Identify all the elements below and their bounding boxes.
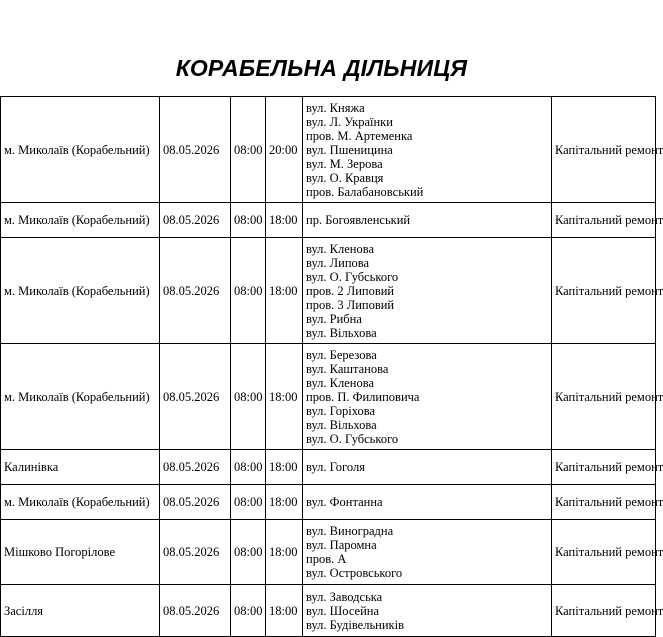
date-cell: 08.05.2026 <box>160 97 231 203</box>
street-name: вул. Л. Українки <box>306 114 393 129</box>
end-time-cell: 18:00 <box>266 238 303 344</box>
work-type-cell: Капітальний ремонт <box>552 97 656 203</box>
work-type-cell: Капітальний ремонт <box>552 485 656 520</box>
end-time-cell: 18:00 <box>266 485 303 520</box>
location-cell: м. Миколаїв (Корабельний) <box>1 485 160 520</box>
end-time-cell: 18:00 <box>266 450 303 485</box>
streets-cell <box>303 238 552 344</box>
start-time-cell: 08:00 <box>231 97 266 203</box>
street-name: пров. 3 Липовий <box>306 297 395 312</box>
streets-cell <box>303 585 552 637</box>
outage-schedule-table <box>0 96 663 637</box>
street-name: вул. Островського <box>306 566 403 580</box>
street-name: пр. Богоявленський <box>306 213 411 227</box>
table-row <box>1 344 656 450</box>
street-name: пров. А <box>306 552 347 566</box>
street-name: вул. Виноградна <box>306 524 394 538</box>
streets-cell <box>303 344 552 450</box>
location-cell: Мішково Погорілове <box>1 520 160 585</box>
location-cell: м. Миколаїв (Корабельний) <box>1 203 160 238</box>
location-cell: м. Миколаїв (Корабельний) <box>1 344 160 450</box>
schedule-body <box>1 97 663 637</box>
date-cell: 08.05.2026 <box>160 585 231 637</box>
location-cell: Засілля <box>1 585 160 637</box>
date-cell: 08.05.2026 <box>160 344 231 450</box>
street-name: вул. О. Губського <box>306 269 399 284</box>
start-time-cell: 08:00 <box>231 585 266 637</box>
street-name: вул. Заводська <box>306 589 383 604</box>
work-type-cell: Капітальний ремонт <box>552 238 656 344</box>
street-name: пров. Балабановський <box>306 184 424 199</box>
street-name: вул. Горіхова <box>306 403 376 418</box>
streets-cell <box>303 520 552 585</box>
street-name: пров. 2 Липовий <box>306 283 395 298</box>
date-cell: 08.05.2026 <box>160 520 231 585</box>
street-name: вул. Пшеницина <box>306 142 393 157</box>
street-name: вул. Шосейна <box>306 603 380 618</box>
location-cell: м. Миколаїв (Корабельний) <box>1 97 160 203</box>
end-time-cell: 18:00 <box>266 585 303 637</box>
table-row <box>1 485 656 520</box>
date-cell: 08.05.2026 <box>160 450 231 485</box>
street-name: вул. О. Кравця <box>306 170 384 185</box>
street-name: вул. Кленова <box>306 241 375 256</box>
date-cell: 08.05.2026 <box>160 238 231 344</box>
work-type-cell: Капітальний ремонт <box>552 203 656 238</box>
location-cell: м. Миколаїв (Корабельний) <box>1 238 160 344</box>
start-time-cell: 08:00 <box>231 520 266 585</box>
start-time-cell: 08:00 <box>231 238 266 344</box>
street-name: вул. Рибна <box>306 311 362 326</box>
start-time-cell: 08:00 <box>231 203 266 238</box>
work-type-cell: Капітальний ремонт <box>552 520 656 585</box>
start-time-cell: 08:00 <box>231 450 266 485</box>
page-title: КОРАБЕЛЬНА ДІЛЬНИЦЯ <box>175 55 468 81</box>
date-cell: 08.05.2026 <box>160 203 231 238</box>
table-row <box>1 450 656 485</box>
table-row <box>1 585 656 637</box>
location-cell: Калинівка <box>1 450 160 485</box>
date-cell: 08.05.2026 <box>160 485 231 520</box>
start-time-cell: 08:00 <box>231 344 266 450</box>
street-name: вул. Княжа <box>306 100 365 115</box>
work-type-cell: Капітальний ремонт <box>552 450 656 485</box>
street-name: пров. М. Артеменка <box>306 128 413 143</box>
table-row <box>1 238 656 344</box>
streets-cell <box>303 485 552 520</box>
end-time-cell: 18:00 <box>266 203 303 238</box>
table-row <box>1 203 656 238</box>
street-name: вул. О. Губського <box>306 431 399 446</box>
end-time-cell: 18:00 <box>266 520 303 585</box>
street-name: вул. Фонтанна <box>306 495 383 509</box>
street-name: вул. Паромна <box>306 538 377 552</box>
street-name: вул. Кленова <box>306 375 375 390</box>
street-name: пров. П. Филиповича <box>306 389 420 404</box>
street-name: вул. Березова <box>306 347 377 362</box>
street-name: вул. Гоголя <box>306 460 365 474</box>
streets-cell <box>303 97 552 203</box>
street-name: вул. Липова <box>306 255 370 270</box>
street-name: вул. М. Зерова <box>306 156 383 171</box>
work-type-cell: Капітальний ремонт <box>552 344 656 450</box>
streets-cell <box>303 203 552 238</box>
table-row <box>1 97 656 203</box>
streets-cell <box>303 450 552 485</box>
end-time-cell: 20:00 <box>266 97 303 203</box>
end-time-cell: 18:00 <box>266 344 303 450</box>
work-type-cell: Капітальний ремонт <box>552 585 656 637</box>
street-name: вул. Вільхова <box>306 325 377 340</box>
table-row <box>1 520 656 585</box>
start-time-cell: 08:00 <box>231 485 266 520</box>
street-name: вул. Будівельників <box>306 617 404 632</box>
street-name: вул. Каштанова <box>306 361 389 376</box>
street-name: вул. Вільхова <box>306 417 377 432</box>
